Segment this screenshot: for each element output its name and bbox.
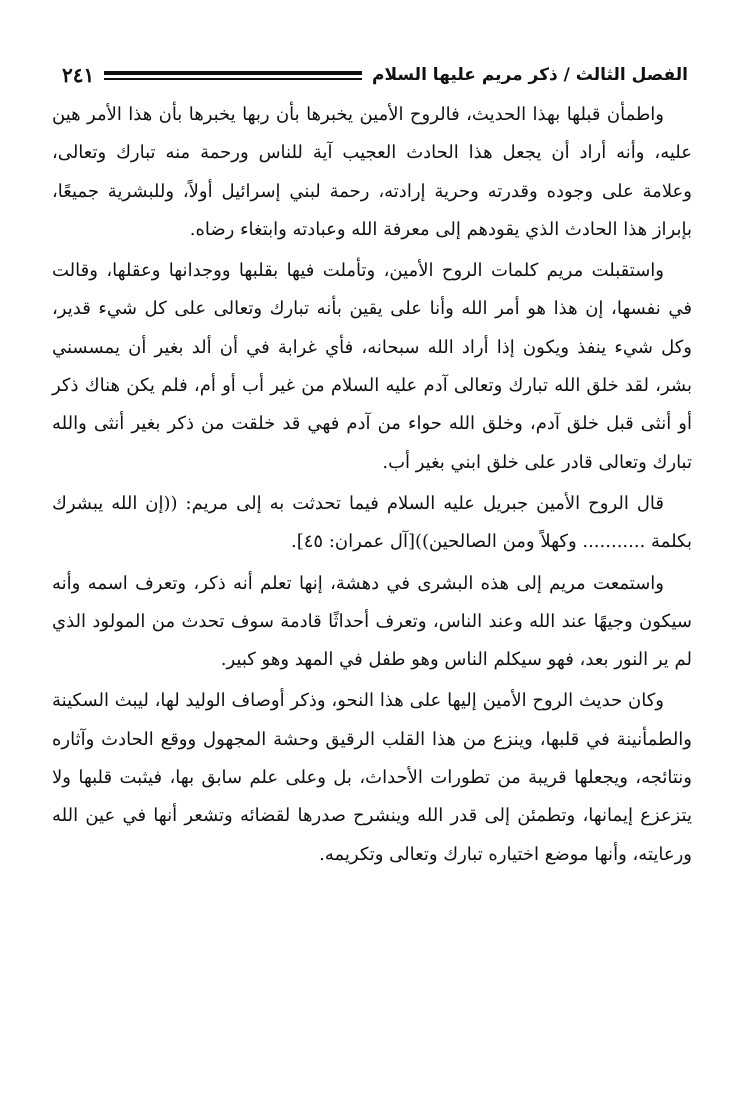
page-number: ٢٤١ [62,63,95,87]
paragraph-5: وكان حديث الروح الأمين إليها على هذا النحو، وذكر أوصاف الوليد لها، ليبث السكينة والطمأنينة في قلبها، وينزع من هذا القلب الرقيق وحشة المجهول ووقع الحادث وآثاره ونتائجه، ويجعلها قريبة من تطورات الأحداث، بل وعلى علم سابق بها، فيثبت قلبها ولا يتزعزع إيمانها، وتطمئن إلى قدر الله وينشرح صدرها لقضائه وتشعر أنها في عين الله ورعايته، وأنها موضع اختياره تبارك وتعالى وتكريمه. [52,690,692,865]
paragraph-2: واستقبلت مريم كلمات الروح الأمين، وتأملت فيها بقلبها ووجدانها وعقلها، وقالت في نفسها، إن هذا هو أمر الله وأنا على يقين بأنه تبارك وتعالى على كل شيء قدير، وكل شيء ينفذ ويكون إذا أراد الله سبحانه، فأي غرابة في أن ألد بغير أن يمسسني بشر، لقد خلق الله تبارك وتعالى آدم عليه السلام من غير أب أو أم، فلم يكن هناك ذكر أو أنثى قبل خلق آدم، وخلق الله حواء من آدم فهي قد خلقت من ذكر بغير أنثى والله تبارك وتعالى قادر على خلق ابني بغير أب. [52,260,692,473]
paragraph-4: واستمعت مريم إلى هذه البشرى في دهشة، إنها تعلم أنه ذكر، وتعرف اسمه وأنه سيكون وجيهًا عند الله وعند الناس، وتعرف أحداثًا قادمة سوف تحدث من المولود الذي لم ير النور بعد، فهو سيكلم الناس وهو طفل في المهد وهو كبير. [52,572,692,671]
paragraph-3: قال الروح الأمين جبريل عليه السلام فيما تحدثت به إلى مريم: ((إن الله يبشرك بكلمة ........... وكهلاً ومن الصالحين))[آل عمران: ٤٥]. [52,492,692,553]
body-text [52,96,692,874]
header-rule [104,71,362,80]
header-rule-thin [104,78,362,80]
running-header [62,57,688,93]
paragraph-1: واطمأن قبلها بهذا الحديث، فالروح الأمين يخبرها بأن ربها يخبرها بأن هذا الأمر هين عليه، وأنه أراد أن يجعل هذا الحادث العجيب آية للناس ورحمة منه تبارك وتعالى، وعلامة على وجوده وقدرته وحرية إرادته، رحمة لبني إسرائيل أولاً، وللبشرية جميعًا، بإبراز هذا الحادث الذي يقودهم إلى معرفة الله وعبادته وابتغاء رضاه. [52,104,692,240]
chapter-title: الفصل الثالث / ذكر مريم عليها السلام [372,65,688,85]
header-rule-thick [104,71,362,75]
